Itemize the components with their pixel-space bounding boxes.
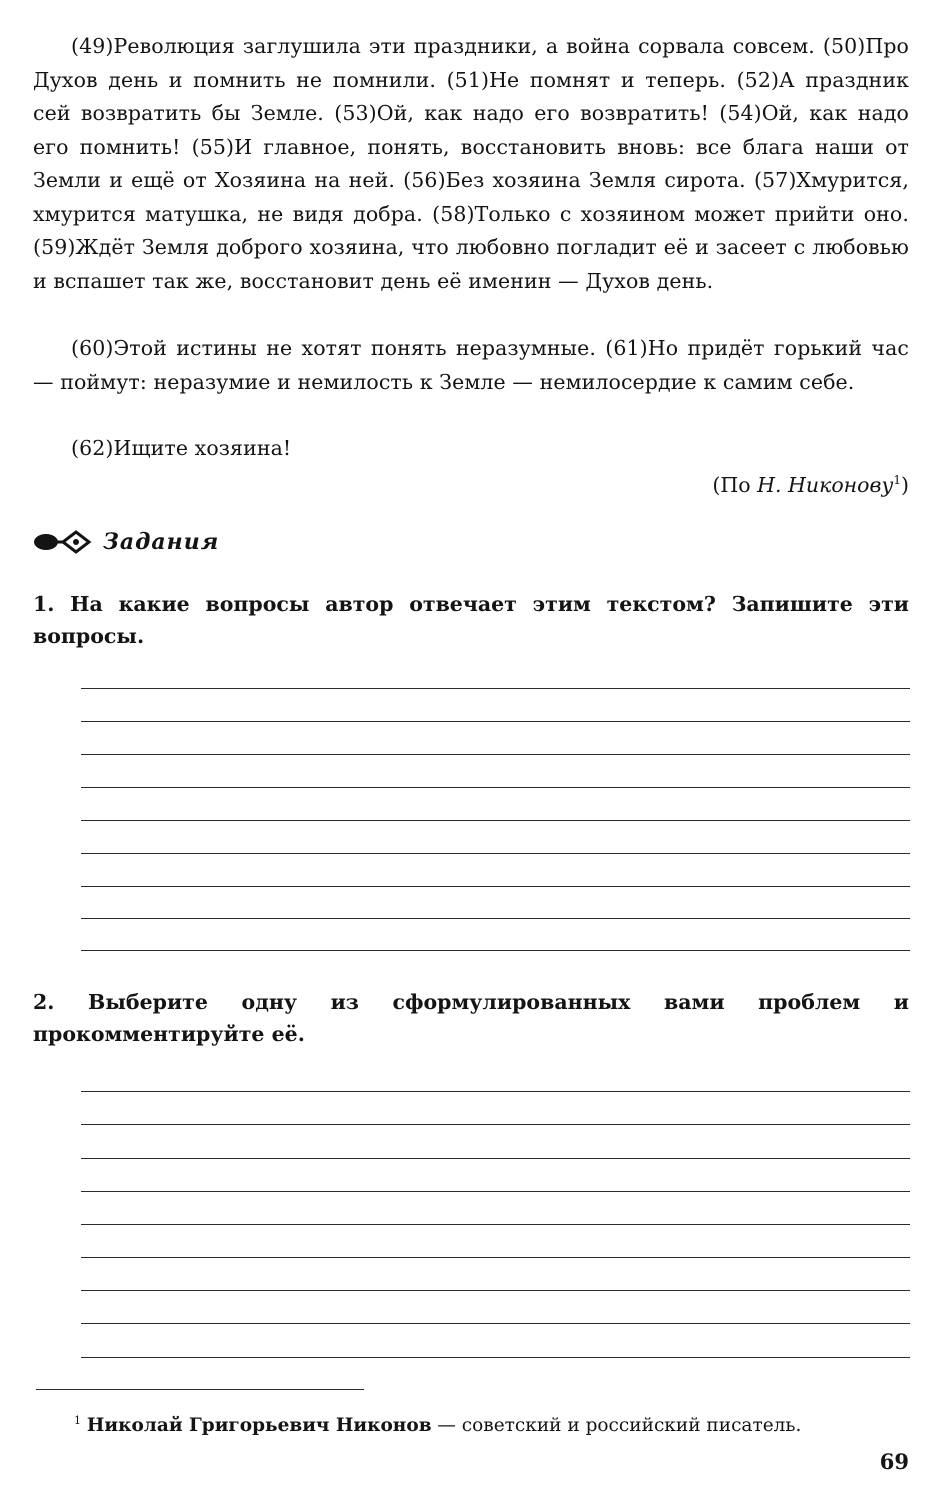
- footnote-divider: [36, 1389, 364, 1390]
- footnote: [74, 1408, 801, 1439]
- answer-line[interactable]: [81, 1323, 910, 1324]
- tasks-title: Задания: [103, 529, 220, 555]
- answer-line[interactable]: [81, 1191, 910, 1192]
- footnote-name: Николай Григорьевич Никонов: [86, 1415, 432, 1437]
- answer-line[interactable]: [81, 1290, 910, 1291]
- task-2-question: 2. Выберите одну из сформулированных вами проблем и прокомментируйте её.: [33, 990, 909, 1046]
- text-paragraph-60-61: (60)Этой истины не хотят понять неразумные. (61)Но придёт горький час — поймут: неразумие и немилость к Земле — немилосердие к самим себе.: [33, 336, 909, 394]
- answer-line[interactable]: [81, 820, 910, 821]
- answer-line[interactable]: [81, 688, 910, 689]
- answer-line[interactable]: [81, 787, 910, 788]
- answer-line[interactable]: [81, 853, 910, 854]
- answer-line[interactable]: [81, 886, 910, 887]
- task-1-question: 1. На какие вопросы автор отвечает этим текстом? Запишите эти вопросы.: [33, 592, 909, 648]
- answer-line[interactable]: [81, 1158, 910, 1159]
- footnote-mark: 1: [74, 1414, 81, 1427]
- source-suffix: ): [901, 472, 909, 497]
- answer-line[interactable]: [81, 1357, 910, 1358]
- answer-line[interactable]: [81, 1091, 910, 1092]
- source-prefix: (По: [712, 472, 758, 497]
- page-number: 69: [879, 1449, 909, 1474]
- text-paragraph-49-59: (49)Революция заглушила эти праздники, а война сорвала совсем. (50)Про Духов день и помнить не помнили. (51)Не помнят и теперь. (52)А праздник сей возвратить бы Земле. (53)Ой, как надо его возвратить! (54)Ой, как надо его помнить! (55)И главное, понять, восстановить вновь: все блага наши от Земли и ещё от Хозяина на ней. (56)Без хозяина Земля сирота. (57)Хмурится, хмурится матушка, не видя добра. (58)Только с хозяином может прийти оно. (59)Ждёт Земля доброго хозяина, что любовно погладит её и засеет с любовью и вспашет так же, восстановит день её именин — Духов день.: [33, 34, 909, 293]
- text-paragraph-62: (62)Ищите хозяина!: [71, 436, 292, 460]
- answer-line[interactable]: [81, 918, 910, 919]
- pen-nib-icon: [33, 528, 93, 556]
- answer-line[interactable]: [81, 721, 910, 722]
- answer-line[interactable]: [81, 1257, 910, 1258]
- tasks-header: [33, 528, 219, 556]
- source-author: Н. Никонову: [757, 472, 894, 497]
- answer-line[interactable]: [81, 950, 910, 951]
- answer-line[interactable]: [81, 1124, 910, 1125]
- text-source: [712, 464, 909, 502]
- answer-line[interactable]: [81, 754, 910, 755]
- footnote-reference: 1: [893, 473, 901, 487]
- answer-line[interactable]: [81, 1224, 910, 1225]
- footnote-text: — советский и российский писатель.: [431, 1415, 802, 1437]
